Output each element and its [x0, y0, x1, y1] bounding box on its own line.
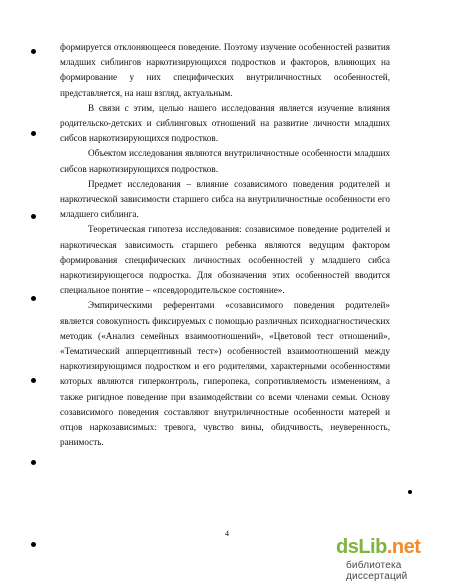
margin-dot — [408, 490, 412, 494]
margin-dot — [31, 460, 36, 465]
page-number: 4 — [225, 529, 229, 538]
dslib-logo — [336, 536, 420, 559]
paragraph-2: В связи с этим, целью нашего исследования является изучение влияния родительско-детских и сиблинговых отношений на развитие личности младших сибсов наркотизирующихся подростков. — [60, 102, 390, 144]
margin-dot — [31, 542, 36, 547]
margin-dot — [31, 378, 36, 383]
watermark-subtitle: библиотека диссертаций — [346, 560, 408, 582]
margin-dot — [31, 214, 36, 219]
paragraph-3: Объектом исследования являются внутриличностные особенности младших сибсов наркотизирующихся подростков. — [60, 148, 390, 174]
margin-dot — [31, 49, 36, 54]
margin-dot — [31, 296, 36, 301]
paragraph-1: формируется отклоняющееся поведение. Поэтому изучение особенностей развития младших сиблингов наркотизирующихся подростков и факторов, влияющих на формирование у них специфических внутриличностных особенностей, представляется, на наш взгляд, актуальным. — [60, 42, 390, 98]
logo-main: dsLib — [336, 536, 387, 558]
logo-accent: .net — [386, 536, 421, 558]
paragraph-4: Предмет исследования – влияние созависимого поведения родителей и наркотической зависимости старшего сибса на внутриличностные особенности его младшего сиблинга. — [60, 178, 390, 220]
dslib-watermark[interactable] — [336, 536, 446, 582]
paragraph-6: Эмпирическими референтами «созависимого поведения родителей» является совокупность фиксируемых с помощью различных психодиагностических методик («Анализ семейных взаимоотношений», «Цветовой тест отношений», «Тематический апперцептивный тест») особенностей взаимоотношений между наркотизирующимся подростком и его родителями, характерными особенностями которых являются гиперконтроль, гиперопека, сопротивляемость изменениям, а также ригидное поведение при взаимодействии со всеми членами семьи. Основу созависимого поведения составляют внутриличностные особенности матерей и отцов наркозависимых: тревога, чувство вины, обидчивость, неуверенность, ранимость. — [60, 300, 390, 448]
margin-dot — [31, 131, 36, 136]
body-text — [60, 40, 390, 450]
paragraph-5: Теоретическая гипотеза исследования: созависимое поведение родителей и наркотическая зависимость старшего ребенка являются ведущим фактором формирования специфических личностных особенностей у младшего сибса наркотизирующегося подростка. Для обозначения этих особенностей вводится специальное понятие – «псевдородительское состояние». — [60, 224, 390, 296]
